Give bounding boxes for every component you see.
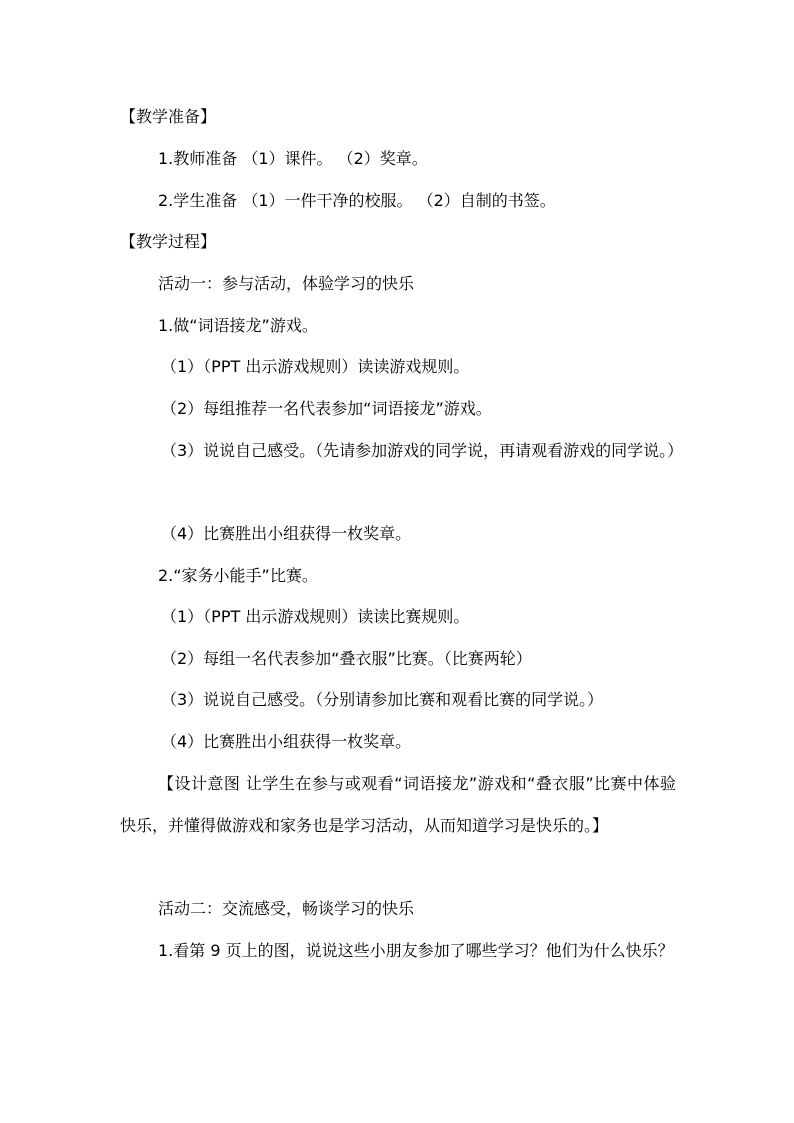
section-heading-preparation: 【教学准备】 bbox=[120, 107, 217, 126]
student-preparation: 2.学生准备 （1）一件干净的校服。 （2）自制的书签。 bbox=[158, 191, 556, 210]
activity-two-title: 活动二：交流感受，畅谈学习的快乐 bbox=[158, 899, 415, 918]
design-intent-paragraph: 【设计意图 让学生在参与或观看“词语接龙”游戏和“叠衣服”比赛中体验快乐，并懂得做游戏和家务也是学习活动，从而知道学习是快乐的。】 bbox=[120, 774, 676, 835]
activity-one-item-1-sub-2: （2）每组推荐一名代表参加“词语接龙”游戏。 bbox=[161, 399, 492, 418]
activity-two-item-1: 1.看第 9 页上的图，说说这些小朋友参加了哪些学习？他们为什么快乐？ bbox=[158, 941, 674, 960]
activity-one-title: 活动一：参与活动，体验学习的快乐 bbox=[158, 274, 415, 293]
activity-one-item-1-sub-1: （1）（PPT 出示游戏规则）读读游戏规则。 bbox=[161, 357, 470, 376]
activity-one-item-2-sub-1: （1）（PPT 出示游戏规则）读读比赛规则。 bbox=[161, 607, 470, 626]
activity-one-item-2-sub-4: （4）比赛胜出小组获得一枚奖章。 bbox=[161, 732, 412, 751]
activity-one-item-2: 2.“家务小能手”比赛。 bbox=[158, 566, 318, 585]
activity-one-item-2-sub-2: （2）每组一名代表参加“叠衣服”比赛。（比赛两轮） bbox=[161, 649, 532, 668]
activity-one-item-2-sub-3: （3）说说自己感受。（分别请参加比赛和观看比赛的同学说。） bbox=[161, 690, 604, 709]
activity-one-item-1: 1.做“词语接龙”游戏。 bbox=[158, 316, 318, 335]
activity-one-item-1-sub-4: （4）比赛胜出小组获得一枚奖章。 bbox=[161, 524, 412, 543]
section-heading-process: 【教学过程】 bbox=[120, 232, 217, 251]
activity-one-item-1-sub-3: （3）说说自己感受。（先请参加游戏的同学说，再请观看游戏的同学说。） bbox=[161, 441, 684, 460]
teacher-preparation: 1.教师准备 （1）课件。 （2）奖章。 bbox=[158, 149, 428, 168]
